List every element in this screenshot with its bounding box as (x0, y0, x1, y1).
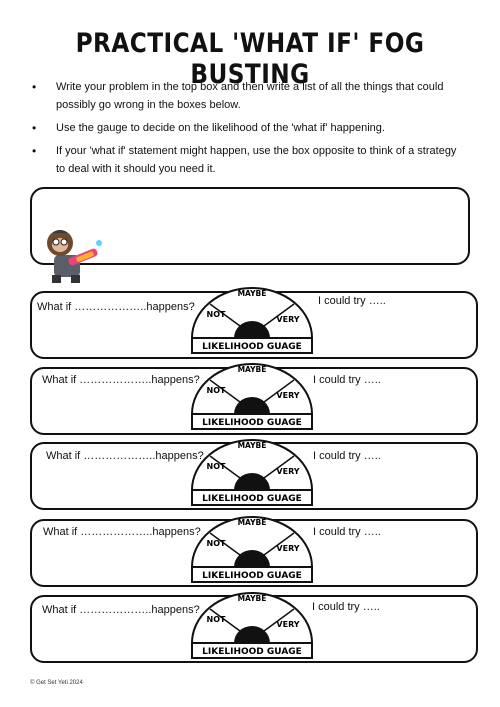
could-try-label: I could try ….. (318, 295, 386, 307)
gauge-maybe-label: MAYBE (237, 289, 267, 298)
gauge-very-label: VERY (276, 544, 300, 553)
likelihood-gauge (188, 515, 316, 583)
gauge-not-label: NOT (206, 462, 226, 471)
what-if-label: What if ………………..happens? (37, 301, 195, 313)
gauge-title: LIKELIHOOD GUAGE (202, 571, 302, 581)
what-if-label: What if ………………..happens? (42, 374, 200, 386)
gauge-title: LIKELIHOOD GUAGE (202, 494, 302, 504)
instruction-item: • Use the gauge to decide on the likelihood of the 'what if' happening. (30, 119, 460, 137)
page-title: PRACTICAL 'WHAT IF' FOG BUSTING (75, 28, 425, 90)
what-if-label: What if ………………..happens? (43, 526, 201, 538)
gauge-not-label: NOT (206, 386, 226, 395)
could-try-label: I could try ….. (313, 450, 381, 462)
copyright-footer: © Get Set Yeti 2024 (30, 680, 83, 686)
what-if-label: What if ………………..happens? (46, 450, 204, 462)
gauge-very-label: VERY (276, 467, 300, 476)
gauge-very-label: VERY (276, 391, 300, 400)
could-try-label: I could try ….. (313, 374, 381, 386)
gauge-not-label: NOT (206, 310, 226, 319)
gauge-title: LIKELIHOOD GUAGE (202, 342, 302, 352)
likelihood-gauge (188, 591, 316, 659)
gauge-not-label: NOT (206, 615, 226, 624)
instruction-item: • Write your problem in the top box and then write a list of all the things that could possibly go wrong in the boxes below. (30, 78, 460, 114)
could-try-label: I could try ….. (313, 526, 381, 538)
gauge-maybe-label: MAYBE (237, 594, 267, 603)
gauge-very-label: VERY (276, 620, 300, 629)
gauge-maybe-label: MAYBE (237, 365, 267, 374)
could-try-label: I could try ….. (312, 601, 380, 613)
gauge-title: LIKELIHOOD GUAGE (202, 418, 302, 428)
instruction-item: • If your 'what if' statement might happen, use the box opposite to think of a strategy to deal with it should you need it. (30, 142, 460, 178)
likelihood-gauge (188, 286, 316, 354)
gauge-maybe-label: MAYBE (237, 518, 267, 527)
gauge-very-label: VERY (276, 315, 300, 324)
gauge-title: LIKELIHOOD GUAGE (202, 647, 302, 657)
gauge-not-label: NOT (206, 539, 226, 548)
yeti-character-icon (38, 225, 104, 285)
gauge-maybe-label: MAYBE (237, 441, 267, 450)
likelihood-gauge (188, 438, 316, 506)
what-if-label: What if ………………..happens? (42, 604, 200, 616)
likelihood-gauge (188, 362, 316, 430)
instructions-list (30, 78, 460, 183)
